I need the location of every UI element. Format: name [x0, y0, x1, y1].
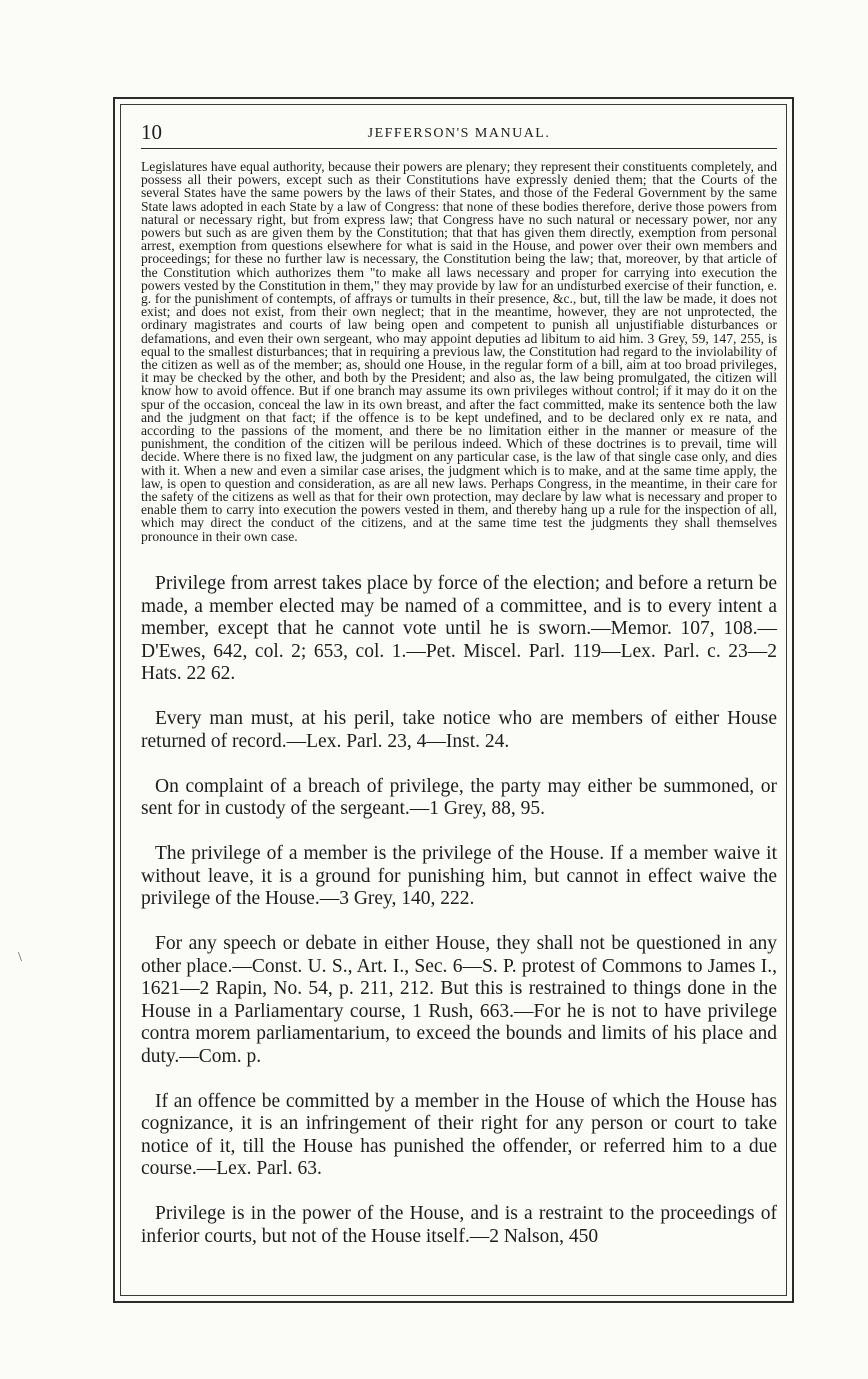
paragraph: Privilege is in the power of the House, and is a restraint to the proceedings of inferior courts, but not of the House itself.—2 Nalson, 450: [141, 1203, 777, 1247]
page-content: [141, 114, 777, 1271]
main-text: [141, 551, 777, 1271]
paragraph: On complaint of a breach of privilege, the party may either be summoned, or sent for in custody of the sergeant.—1 Grey, 88, 95.: [141, 775, 777, 820]
paragraph: The privilege of a member is the privilege of the House. If a member waive it without leave, it is a ground for punishing him, but cannot in effect waive the privilege of the House.—3 Grey, 140, 222.: [141, 843, 777, 910]
running-head: JEFFERSON'S MANUAL.: [367, 126, 551, 141]
page-header: [141, 114, 777, 149]
page-number: 10: [141, 120, 162, 144]
paragraph: For any speech or debate in either House, they shall not be questioned in any other place.—Const. U. S., Art. I., Sec. 6—S. P. protest of Commons to James I., 1621—2 Rapin, No. 54, p. 211, 212. But this is restrained to things done in the House in a Parliamentary course, 1 Rush, 663.—For he is not to have privilege contra morem parliamentarium, to exceed the bounds and limits of his place and duty.—Com. p.: [141, 933, 777, 1067]
margin-mark: \: [18, 950, 22, 965]
paragraph: Privilege from arrest takes place by force of the election; and before a return be made, a member elected may be named of a committee, and is to every intent a member, except that he cannot vote until he is sworn.—Memor. 107, 108.—D'Ewes, 642, col. 2; 653, col. 1.—Pet. Miscel. Parl. 119—Lex. Parl. c. 23—2 Hats. 22 62.: [141, 573, 777, 685]
footnote-text: Legislatures have equal authority, because their powers are plenary; they represent their constituents completely, and possess all their powers, except such as their Constitutions have expressly denied them; that the Courts of the several States have the same powers by the laws of their States, and those of the Federal Government by the same State laws adopted in each State by a law of Congress: that none of these bodies therefore, derive those powers from natural or necessary right, but from express law; that Congress have no such natural or necessary power, nor any powers but such as are given them by the Constitution; that that has given them directly, exemption from personal arrest, exemption from questions elsewhere for what is said in the House, and power over their own members and proceedings; for these no further law is necessary, the Constitution being the law; that, moreover, by that article of the Constitution which authorizes them "to make all laws necessary and proper for carrying into execution the powers vested by the Constitution in them," they may provide by law for an undisturbed exercise of their function, e. g. for the punishment of contempts, of affrays or tumults in their presence, &c., but, till the law be made, it does not exist; and does not exist, from their own neglect; that in the meantime, however, they are not unprotected, the ordinary magistrates and courts of law being open and competent to punish all unjustifiable disturbances or defamations, and even their own sergeant, who may appoint deputies ad libitum to aid him. 3 Grey, 59, 147, 255, is equal to the smallest disturbances; that in requiring a previous law, the Constitution had regard to the inviolability of the citizen as well as of the member; as, should one House, in the regular form of a bill, aim at too broad privileges, it may be checked by the other, and both by the President; and also as, the law being promulgated, the citizen will know how to avoid offence. But if one branch may assume its own privileges without control; if it may do it on the spur of the occasion, conceal the law in its own breast, and after the fact committed, make its sentence both the law and the judgment on that fact; if the offence is to be kept undefined, and to be declared only ex re nata, and according to the passions of the moment, and there be no limitation either in the manner or measure of the punishment, the condition of the citizen will be perilous indeed. Which of these doctrines is to prevail, time will decide. Where there is no fixed law, the judgment on any particular case, is the law of that single case only, and dies with it. When a new and even a similar case arises, the judgment which is to make, and at the same time apply, the law, is open to question and consideration, as are all new laws. Perhaps Congress, in the meantime, in their care for the safety of the citizens as well as that for their own protection, may declare by law what is necessary and proper to enable them to carry into execution the powers vested in them, and thereby hang up a rule for the inspection of all, which may direct the conduct of the citizens, and at the same time test the judgments they shall themselves pronounce in their own case.: [141, 159, 777, 544]
paragraph: If an offence be committed by a member in the House of which the House has cognizance, it is an infringement of their right for any person or court to take notice of it, till the House has punished the offender, or referred him to a due course.—Lex. Parl. 63.: [141, 1090, 777, 1180]
paragraph: Every man must, at his peril, take notice who are members of either House returned of record.—Lex. Parl. 23, 4—Inst. 24.: [141, 708, 777, 752]
